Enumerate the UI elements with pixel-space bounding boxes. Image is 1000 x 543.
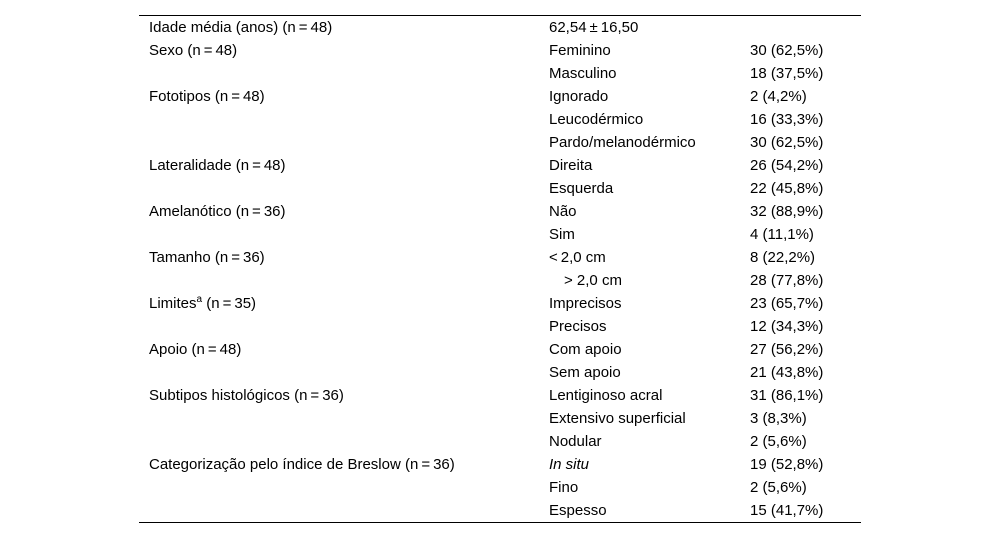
value-cell	[750, 39, 861, 62]
table-row	[139, 16, 861, 39]
value-cell	[750, 246, 861, 269]
category-label: Sem apoio	[549, 364, 621, 381]
table-row	[139, 407, 861, 430]
category-cell	[549, 108, 750, 131]
variable-label: Apoio (n = 48)	[149, 341, 242, 358]
variable-label: Categorização pelo índice de Breslow (n = 36)	[149, 456, 455, 473]
table-row	[139, 384, 861, 407]
table-row	[139, 315, 861, 338]
value-cell	[750, 223, 861, 246]
value-cell	[750, 131, 861, 154]
value-cell	[750, 108, 861, 131]
value-cell	[750, 200, 861, 223]
category-cell	[549, 453, 750, 476]
value-cell	[750, 384, 861, 407]
category-cell	[549, 223, 750, 246]
category-cell	[549, 269, 750, 292]
category-label: Feminino	[549, 42, 611, 59]
frequency-value: 21 (43,8%)	[750, 364, 824, 381]
table-row	[139, 453, 861, 476]
category-label: Leucodérmico	[549, 111, 644, 128]
variable-cell	[139, 315, 549, 338]
variable-label: Lateralidade (n = 48)	[149, 157, 286, 174]
value-cell	[750, 269, 861, 292]
value-cell	[750, 16, 861, 39]
frequency-value: 31 (86,1%)	[750, 387, 824, 404]
frequency-value: 16 (33,3%)	[750, 111, 824, 128]
category-cell	[549, 85, 750, 108]
data-table-container	[139, 15, 861, 523]
frequency-value: 2 (5,6%)	[750, 433, 807, 450]
category-label: Não	[549, 203, 577, 220]
category-cell	[549, 131, 750, 154]
variable-cell	[139, 292, 549, 315]
frequency-value: 2 (4,2%)	[750, 88, 807, 105]
category-cell	[549, 62, 750, 85]
category-cell	[549, 154, 750, 177]
category-label: Ignorado	[549, 88, 609, 105]
category-label: Extensivo superficial	[549, 410, 686, 427]
frequency-value: 12 (34,3%)	[750, 318, 824, 335]
table-row	[139, 246, 861, 269]
category-cell	[549, 177, 750, 200]
frequency-value: 28 (77,8%)	[750, 272, 824, 289]
frequency-value: 4 (11,1%)	[750, 226, 814, 243]
category-label: Lentiginoso acral	[549, 387, 663, 404]
variable-label: Sexo (n = 48)	[149, 42, 238, 59]
table-row	[139, 338, 861, 361]
variable-cell	[139, 269, 549, 292]
frequency-value: 22 (45,8%)	[750, 180, 824, 197]
table-row	[139, 62, 861, 85]
table-row	[139, 292, 861, 315]
variable-label: Subtipos histológicos (n = 36)	[149, 387, 344, 404]
variable-cell	[139, 39, 549, 62]
variable-label: Limites	[149, 295, 197, 312]
category-label: Direita	[549, 157, 593, 174]
frequency-value: 3 (8,3%)	[750, 410, 807, 427]
category-cell	[549, 315, 750, 338]
variable-label: Tamanho (n = 36)	[149, 249, 265, 266]
variable-cell	[139, 407, 549, 430]
value-cell	[750, 315, 861, 338]
category-label: > 2,0 cm	[549, 272, 622, 289]
table-row	[139, 430, 861, 453]
variable-cell	[139, 499, 549, 522]
variable-label: Idade média (anos) (n = 48)	[149, 19, 333, 36]
category-label: Com apoio	[549, 341, 622, 358]
variable-cell	[139, 453, 549, 476]
variable-cell	[139, 361, 549, 384]
category-cell	[549, 407, 750, 430]
frequency-value: 30 (62,5%)	[750, 134, 824, 151]
variable-cell	[139, 131, 549, 154]
frequency-value: 23 (65,7%)	[750, 295, 824, 312]
table-row	[139, 85, 861, 108]
footnote-marker: a	[196, 294, 203, 305]
category-label: Espesso	[549, 502, 607, 519]
frequency-value: 15 (41,7%)	[750, 502, 824, 519]
category-label: Masculino	[549, 65, 617, 82]
value-cell	[750, 361, 861, 384]
table-row	[139, 269, 861, 292]
variable-label: Amelanótico (n = 36)	[149, 203, 286, 220]
category-cell	[549, 476, 750, 499]
variable-cell	[139, 430, 549, 453]
category-cell	[549, 39, 750, 62]
category-cell	[549, 499, 750, 522]
variable-cell	[139, 246, 549, 269]
value-cell	[750, 62, 861, 85]
category-cell	[549, 200, 750, 223]
variable-label: Fototipos (n = 48)	[149, 88, 265, 105]
category-label: Precisos	[549, 318, 607, 335]
category-label: In situ	[549, 456, 590, 473]
table-body	[139, 16, 861, 522]
table-row	[139, 476, 861, 499]
variable-count: (n = 35)	[202, 295, 257, 312]
category-cell	[549, 292, 750, 315]
variable-cell	[139, 16, 549, 39]
table-row	[139, 499, 861, 522]
frequency-value: 19 (52,8%)	[750, 456, 824, 473]
table-row	[139, 131, 861, 154]
value-cell	[750, 292, 861, 315]
category-cell	[549, 246, 750, 269]
value-cell	[750, 177, 861, 200]
category-label: < 2,0 cm	[549, 249, 606, 266]
category-label: Nodular	[549, 433, 602, 450]
value-cell	[750, 85, 861, 108]
table-row	[139, 154, 861, 177]
frequency-value: 2 (5,6%)	[750, 479, 807, 496]
frequency-value: 30 (62,5%)	[750, 42, 824, 59]
variable-cell	[139, 177, 549, 200]
frequency-value: 18 (37,5%)	[750, 65, 824, 82]
category-label: Sim	[549, 226, 575, 243]
variable-cell	[139, 154, 549, 177]
variable-cell	[139, 200, 549, 223]
frequency-value: 27 (56,2%)	[750, 341, 824, 358]
category-cell	[549, 338, 750, 361]
category-cell	[549, 430, 750, 453]
variable-cell	[139, 223, 549, 246]
category-label: Esquerda	[549, 180, 614, 197]
table-row	[139, 223, 861, 246]
table-row	[139, 39, 861, 62]
category-cell	[549, 16, 750, 39]
clinical-data-table	[139, 16, 861, 522]
variable-cell	[139, 108, 549, 131]
value-cell	[750, 430, 861, 453]
frequency-value: 8 (22,2%)	[750, 249, 816, 266]
category-label: Fino	[549, 479, 579, 496]
variable-cell	[139, 384, 549, 407]
value-cell	[750, 407, 861, 430]
variable-cell	[139, 338, 549, 361]
table-row	[139, 108, 861, 131]
category-cell	[549, 361, 750, 384]
value-cell	[750, 453, 861, 476]
value-cell	[750, 499, 861, 522]
frequency-value: 26 (54,2%)	[750, 157, 824, 174]
frequency-value: 32 (88,9%)	[750, 203, 824, 220]
variable-cell	[139, 476, 549, 499]
variable-cell	[139, 85, 549, 108]
variable-cell	[139, 62, 549, 85]
category-cell	[549, 384, 750, 407]
category-label: Imprecisos	[549, 295, 622, 312]
category-label: Pardo/melanodérmico	[549, 134, 696, 151]
value-cell	[750, 338, 861, 361]
value-cell	[750, 476, 861, 499]
category-label: 62,54 ± 16,50	[549, 19, 639, 36]
value-cell	[750, 154, 861, 177]
table-row	[139, 200, 861, 223]
table-row	[139, 361, 861, 384]
table-row	[139, 177, 861, 200]
